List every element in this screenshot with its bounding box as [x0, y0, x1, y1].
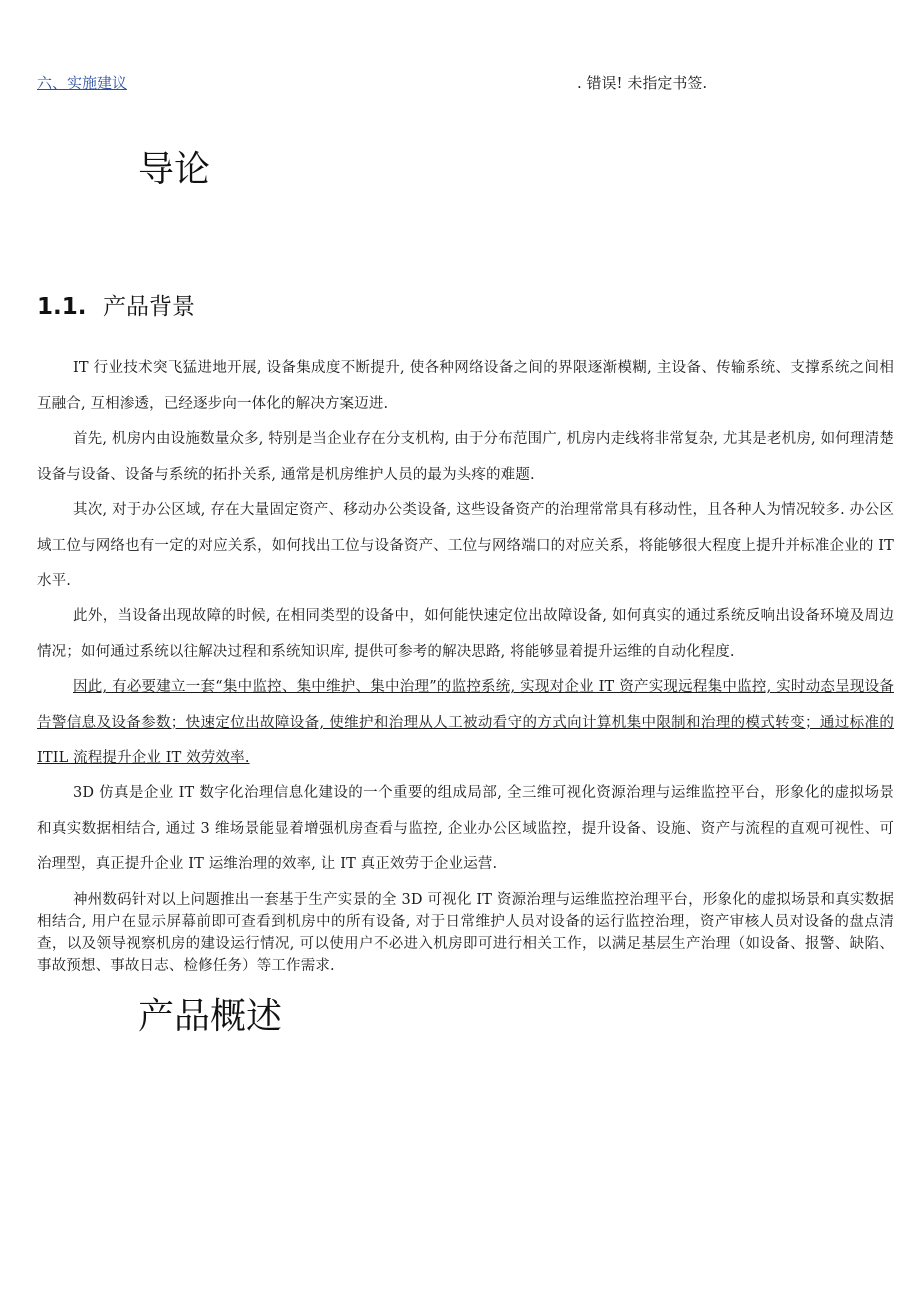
- toc-link-implementation[interactable]: 六、实施建议: [37, 74, 128, 92]
- paragraph-5-underlined: [37, 670, 894, 777]
- section-title: 产品背景: [103, 294, 195, 320]
- paragraph-4: 此外，当设备出现故障的时候, 在相同类型的设备中，如何能快速定位出故障设备, 如何真实的通过系统反响出设备环境及周边情况；如何通过系统以往解决过程和系统知识库, 提供可参考的解决思路, 将能够显着提升运维的自动化程度.: [37, 608, 894, 660]
- section-number: 1.1.: [37, 294, 87, 320]
- toc-page-reference: . 错误! 未指定书签.: [577, 74, 708, 92]
- section-heading-background: [37, 296, 195, 319]
- chapter-title-intro: 导论: [138, 149, 211, 190]
- chapter-title-overview: 产品概述: [138, 996, 283, 1037]
- underlined-text: 因此, 有必要建立一套“集中监控、集中维护、集中治理”的监控系统, 实现对企业 IT 资产实现远程集中监控, 实时动态呈现设备告警信息及设备参数；快速定位出故障设备, 使维护和治理从人工被动看守的方式向计算机集中限制和治理的模式转变；通过标准的 ITIL 流程提升企业 IT 效劳效率.: [37, 679, 894, 766]
- paragraph-1: IT 行业技术突飞猛进地开展, 设备集成度不断提升, 使各种网络设备之间的界限逐渐模糊, 主设备、传输系统、支撑系统之间相互融合, 互相渗透，已经逐步向一体化的解决方案迈进.: [37, 360, 894, 412]
- paragraph-2: 首先, 机房内由设施数量众多, 特别是当企业存在分支机构, 由于分布范围广, 机房内走线将非常复杂, 尤其是老机房, 如何理清楚设备与设备、设备与系统的拓扑关系, 通常是机房维护人员的最为头疼的难题.: [37, 431, 894, 483]
- paragraph-6: 3D 仿真是企业 IT 数字化治理信息化建设的一个重要的组成局部, 全三维可视化资源治理与运维监控平台，形象化的虚拟场景和真实数据相结合, 通过 3 维场景能显着增强机房查看与监控, 企业办公区域监控，提升设备、设施、资产与流程的直观可视性、可治理型，真正提升企业 IT 运维治理的效率, 让 IT 真正效劳于企业运营.: [37, 785, 894, 872]
- toc-entry: [37, 72, 907, 94]
- paragraph-7: 神州数码针对以上问题推出一套基于生产实景的全 3D 可视化 IT 资源治理与运维监控治理平台，形象化的虚拟场景和真实数据相结合, 用户在显示屏幕前即可查看到机房中的所有设备, 对于日常维护人员对设备的运行监控治理，资产审核人员对设备的盘点清查，以及领导视察机房的建设运行情况, 可以使用户不必进入机房即可进行相关工作，以满足基层生产治理（如设备、报警、缺陷、事故预想、事故日志、检修任务）等工作需求.: [37, 892, 894, 974]
- paragraph-3: 其次, 对于办公区域, 存在大量固定资产、移动办公类设备, 这些设备资产的治理常常具有移动性，且各种人为情况较多. 办公区域工位与网络也有一定的对应关系，如何找出工位与设备资产、工位与网络端口的对应关系，将能够很大程度上提升并标准企业的 IT 水平.: [37, 502, 894, 589]
